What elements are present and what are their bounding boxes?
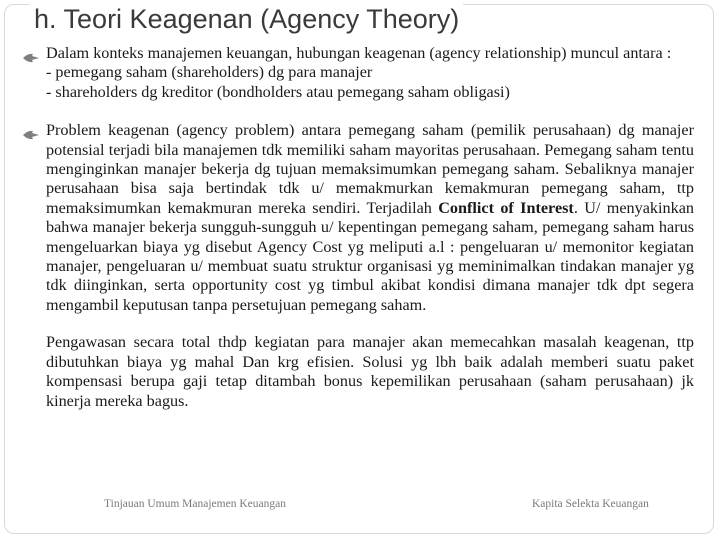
bullet-agency-problem	[22, 121, 694, 315]
footer-chapter-title: Kapita Selekta Keuangan	[532, 498, 649, 510]
agency-problem-text-before: Problem keagenan (agency problem) antara pemegang saham (pemilik perusahaan) dg manajer potensial terjadi bila manajemen tdk memiliki saham mayoritas perusahaan. Pemegang saham tentu menginginkan manajer bekerja dg tujuan memaksimumkan pemegang saham. Sebaliknya manajer perusahaan bisa saja bertindak tdk u/ memakmurkan kemakmuran pemegang saham, ttp memaksimumkan kemakmuran mereka sendiri. Terjadilah	[46, 121, 694, 217]
sub-item-shareholders-creditors: - shareholders dg kreditor (bondholders atau pemegang saham obligasi)	[46, 82, 510, 101]
monitoring-paragraph: Pengawasan secara total thdp kegiatan para manajer akan memecahkan masalah keagenan, ttp dibutuhkan biaya yg mahal Dan krg efisien. Solusi yg lbh baik adalah memberi suatu paket kompensasi berupa gaji tetap ditambah bonus kepemilikan perusahaan (saham perusahaan) jk kinerja mereka bagus.	[46, 333, 694, 410]
conflict-of-interest-term: Conflict of Interest	[438, 198, 574, 217]
bullet-lead-text: Dalam konteks manajemen keuangan, hubungan keagenan (agency relationship) muncul antara :	[46, 44, 672, 62]
bullet-agency-relationship	[22, 44, 694, 102]
slide-content	[22, 44, 694, 411]
bullet-arrow-icon	[22, 126, 40, 136]
sub-item-shareholders-managers: - pemegang saham (shareholders) dg para manajer	[46, 63, 373, 82]
agency-problem-text-after: . U/ menyakinkan bahwa manajer bekerja sungguh-sungguh u/ kepentingan pemegang saham, pemegang saham harus mengeluarkan biaya yg disebut Agency Cost yg meliputi a.l : pengeluaran u/ memonitor kegiatan manajer, pengeluaran u/ membuat suatu struktur organisasi yg meminimalkan tindakan manajer yg tdk diinginkan, serta opportunity cost yg timbul akibat kondisi dimana manajer tdk dpt segera mengambil keputusan tanpa persetujuan pemegang saham.	[46, 198, 694, 314]
bullet-arrow-icon	[22, 49, 40, 59]
slide-title: h. Teori Keagenan (Agency Theory)	[30, 4, 463, 35]
agency-problem-text	[46, 121, 694, 315]
footer-course-title: Tinjauan Umum Manajemen Keuangan	[104, 498, 286, 510]
